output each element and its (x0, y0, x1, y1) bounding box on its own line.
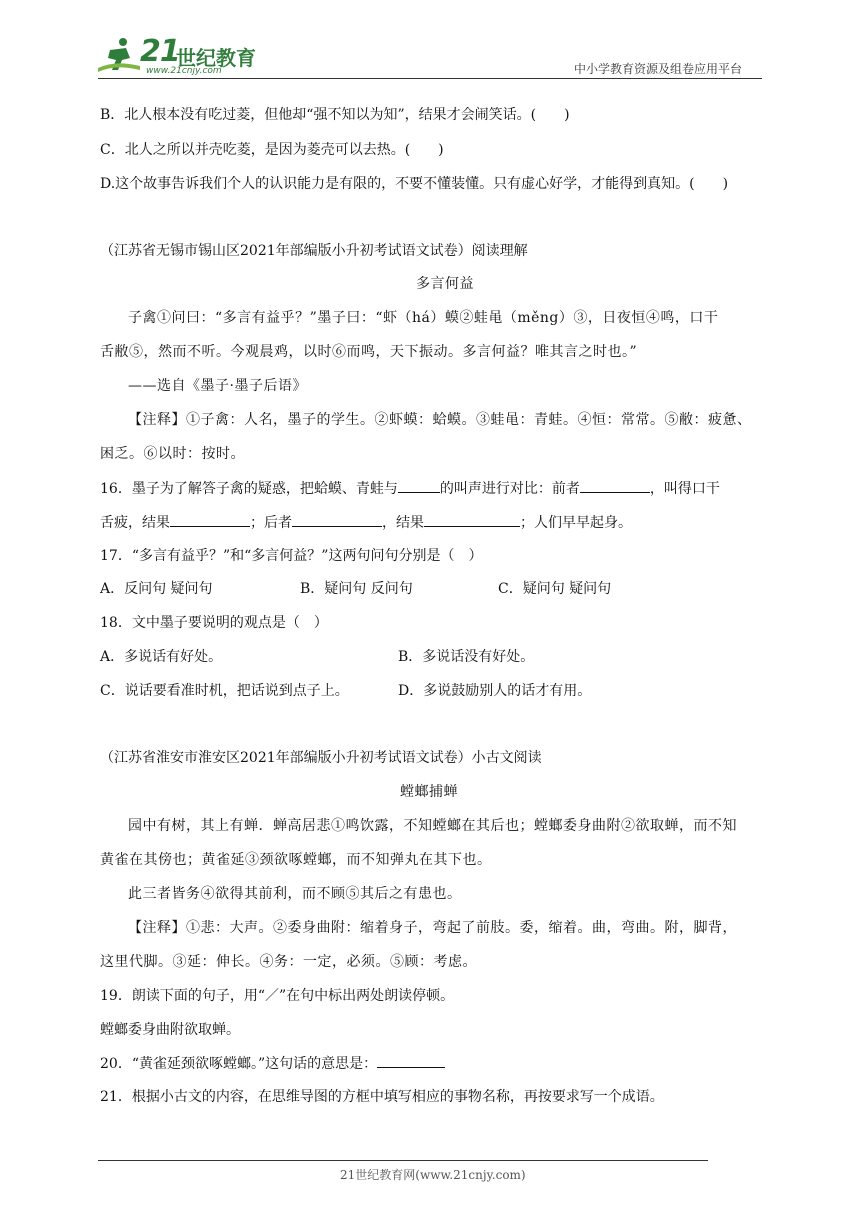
section1-title: 多言何益 (416, 276, 474, 292)
section2-title: 螳螂捕蝉 (400, 784, 458, 800)
section1-note-line1: 【注释】①子禽：人名，墨子的学生。②虾蟆：蛤蟆。③蛙黾：青蛙。④恒：常常。⑤敝：疲惫、 (128, 412, 752, 428)
q16-text-c: ，叫得口干 (649, 481, 720, 497)
prev-option-c: C．北人之所以并壳吃菱，是因为菱壳可以去热。( ) (100, 142, 444, 158)
section2-source: （江苏省淮安市淮安区2021年部编版小升初考试语文试卷）小古文阅读 (100, 750, 542, 766)
q16-text-a: 16．墨子为了解答子禽的疑惑，把蛤蟆、青蛙与 (100, 481, 398, 497)
question-16-line1 (100, 478, 720, 499)
header-logo (96, 36, 266, 76)
q17-option-c[interactable]: C．疑问句 疑问句 (498, 581, 612, 597)
q16-text-d: 舌疲，结果 (100, 515, 170, 531)
section1-source: （江苏省无锡市锡山区2021年部编版小升初考试语文试卷）阅读理解 (100, 243, 528, 259)
question-20 (100, 1053, 445, 1074)
logo-text: 世纪教育 (176, 46, 256, 70)
footer-divider (98, 1160, 708, 1161)
q16-blank-2[interactable] (580, 478, 650, 493)
q18-option-b[interactable]: B．多说话没有好处。 (398, 649, 535, 665)
footer-text: 21世纪教育网(www.21cnjy.com) (340, 1168, 526, 1182)
platform-name: 中小学教育资源及组卷应用平台 (574, 62, 743, 76)
section1-paragraph-line1: 子禽①问曰：“多言有益乎？”墨子曰：“虾（há）蟆②蛙黾（měng）③，日夜恒④鸣，口干 (128, 310, 719, 326)
question-17: 17．“多言有益乎？”和“多言何益？”这两句问句分别是（ ） (100, 548, 483, 564)
runner-logo-icon (96, 36, 142, 76)
prev-option-d: D.这个故事告诉我们个人的认识能力是有限的，不要不懂装懂。只有虚心好学，才能得到真知。( ) (100, 176, 729, 192)
logo-url: www.21cnjy.com (146, 66, 222, 76)
header-divider (98, 78, 762, 79)
section1-paragraph-line2: 舌敝⑤，然而不听。今观晨鸡，以时⑥而鸣，天下振动。多言何益？唯其言之时也。” (100, 344, 638, 360)
prev-option-b: B．北人根本没有吃过菱，但他却“强不知以为知”，结果才会闹笑话。( ) (100, 107, 570, 123)
section1-attribution: ——选自《墨子·墨子后语》 (128, 378, 307, 394)
q18-option-d[interactable]: D．多说鼓励别人的话才有用。 (398, 683, 592, 699)
q17-option-a[interactable]: A．反问句 疑问句 (100, 581, 213, 597)
section2-paragraph-line1: 园中有树，其上有蝉．蝉高居悲①鸣饮露，不知螳螂在其后也；螳螂委身曲附②欲取蝉，而不知 (128, 818, 737, 834)
q16-text-f: ，结果 (382, 515, 424, 531)
logo-number: 21 (140, 34, 180, 69)
q16-blank-5[interactable] (424, 512, 520, 527)
q19-sentence: 螳螂委身曲附欲取蝉。 (100, 1022, 240, 1038)
q20-blank[interactable] (377, 1053, 445, 1068)
q16-blank-3[interactable] (170, 512, 250, 527)
q17-option-b[interactable]: B．疑问句 反问句 (300, 581, 413, 597)
section2-note-line2: 这里代脚。③延：伸长。④务：一定，必须。⑤顾：考虑。 (100, 954, 477, 970)
q16-text-g: ；人们早早起身。 (520, 515, 632, 531)
q18-option-c[interactable]: C．说话要看准时机，把话说到点子上。 (100, 683, 349, 699)
q16-text-b: 的叫声进行对比：前者 (439, 481, 580, 497)
section2-paragraph-line2: 黄雀在其傍也；黄雀延③颈欲啄螳螂，而不知弹丸在其下也。 (100, 852, 492, 868)
q16-blank-1[interactable] (398, 478, 440, 493)
q20-text: 20．“黄雀延颈欲啄螳螂。”这句话的意思是： (100, 1056, 378, 1072)
section2-paragraph2: 此三者皆务④欲得其前利，而不顾⑤其后之有患也。 (128, 886, 462, 902)
section1-note-line2: 困乏。⑥以时：按时。 (100, 446, 245, 462)
q18-option-a[interactable]: A．多说话有好处。 (100, 649, 223, 665)
question-18: 18．文中墨子要说明的观点是（ ） (100, 615, 328, 631)
q16-text-e: ；后者 (250, 515, 292, 531)
question-21: 21．根据小古文的内容，在思维导图的方框中填写相应的事物名称，再按要求写一个成语。 (100, 1089, 664, 1105)
question-19: 19．朗读下面的句子，用“／”在句中标出两处朗读停顿。 (100, 988, 455, 1004)
section2-note-line1: 【注释】①悲：大声。②委身曲附：缩着身子，弯起了前肢。委，缩着。曲，弯曲。附，脚背， (128, 920, 737, 936)
question-16-line2 (100, 512, 632, 533)
q16-blank-4[interactable] (292, 512, 382, 527)
